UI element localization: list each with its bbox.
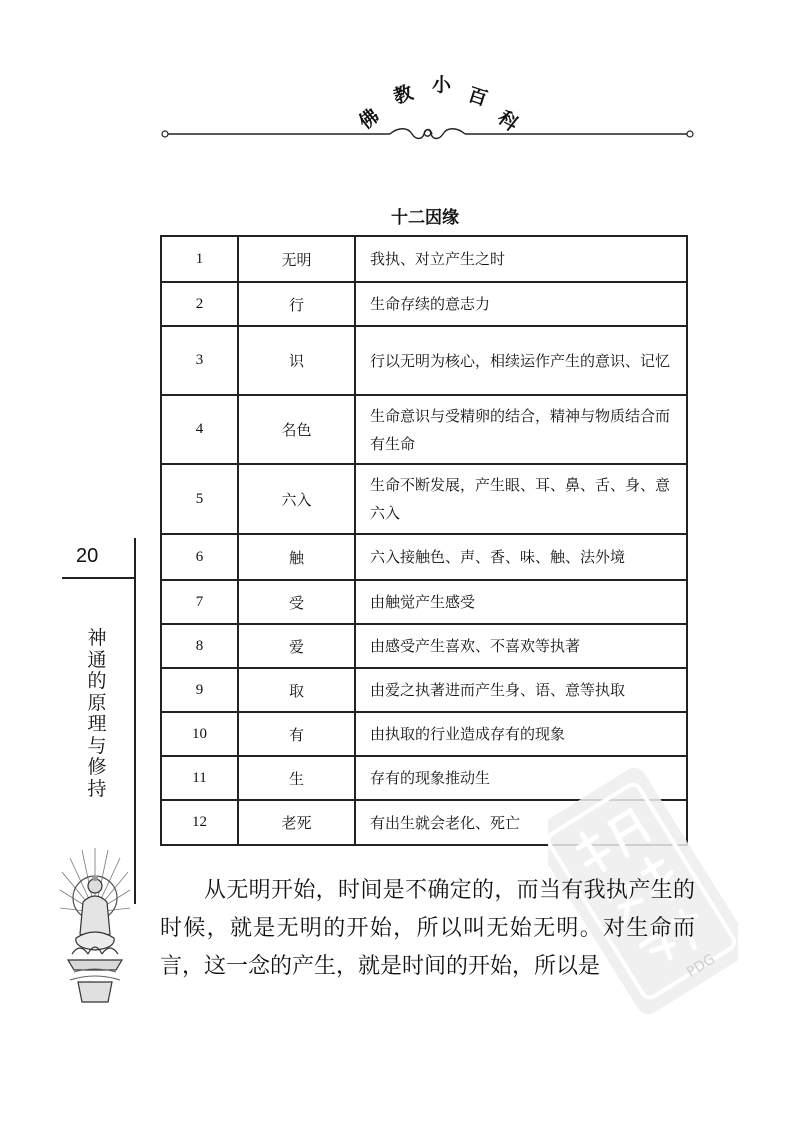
table-row — [161, 464, 687, 534]
table-row — [161, 624, 687, 668]
row-term: 生 — [238, 756, 355, 800]
row-number: 10 — [161, 712, 238, 756]
series-title — [354, 72, 526, 136]
row-term: 有 — [238, 712, 355, 756]
row-term: 取 — [238, 668, 355, 712]
row-description: 生命存续的意志力 — [355, 282, 687, 326]
row-term: 无明 — [238, 236, 355, 282]
row-term: 六入 — [238, 464, 355, 534]
series-title-char: 佛 — [354, 104, 384, 134]
row-term: 触 — [238, 534, 355, 580]
row-term: 爱 — [238, 624, 355, 668]
row-description: 行以无明为核心，相续运作产生的意识、记忆 — [355, 326, 687, 395]
row-description: 存有的现象推动生 — [355, 756, 687, 800]
row-number: 8 — [161, 624, 238, 668]
row-description: 有出生就会老化、死亡 — [355, 800, 687, 845]
row-term: 识 — [238, 326, 355, 395]
body-paragraph: 从无明开始，时间是不确定的，而当有我执产生的时候，就是无明的开始，所以叫无始无明。对生命而言，这一念的产生，就是时间的开始，所以是 — [160, 878, 695, 979]
series-title-char: 百 — [465, 83, 491, 111]
row-number: 2 — [161, 282, 238, 326]
book-title-vertical: 神通的原理与修持 — [87, 627, 107, 800]
row-term: 行 — [238, 282, 355, 326]
row-description: 生命意识与受精卵的结合，精神与物质结合而有生命 — [355, 395, 687, 464]
row-number: 4 — [161, 395, 238, 464]
header-ornament-rule — [160, 127, 695, 141]
table-row — [161, 580, 687, 624]
row-term: 老死 — [238, 800, 355, 845]
row-number: 5 — [161, 464, 238, 534]
page-number: 20 — [76, 545, 99, 567]
table-row — [161, 668, 687, 712]
row-number: 3 — [161, 326, 238, 395]
row-number: 11 — [161, 756, 238, 800]
series-title-char: 教 — [390, 81, 416, 109]
row-description: 由执取的行业造成存有的现象 — [355, 712, 687, 756]
row-description: 由触觉产生感受 — [355, 580, 687, 624]
row-term: 名色 — [238, 395, 355, 464]
row-number: 9 — [161, 668, 238, 712]
row-description: 由感受产生喜欢、不喜欢等执著 — [355, 624, 687, 668]
row-description: 我执、对立产生之时 — [355, 236, 687, 282]
row-term: 受 — [238, 580, 355, 624]
margin-vertical-rule — [134, 538, 136, 904]
table-row — [161, 282, 687, 326]
table-row — [161, 395, 687, 464]
row-description: 六入接触色、声、香、味、触、法外境 — [355, 534, 687, 580]
row-number: 7 — [161, 580, 238, 624]
watermark-label: PDG — [684, 951, 719, 981]
series-title-char: 小 — [432, 74, 452, 96]
row-description: 由爱之执著进而产生身、语、意等执取 — [355, 668, 687, 712]
margin-divider — [62, 577, 136, 579]
buddha-lotus-illustration — [58, 842, 132, 1010]
table-row — [161, 236, 687, 282]
table-row — [161, 326, 687, 395]
row-number: 6 — [161, 534, 238, 580]
row-number: 1 — [161, 236, 238, 282]
table-row — [161, 534, 687, 580]
series-title-char: 科 — [493, 106, 523, 136]
row-number: 12 — [161, 800, 238, 845]
table-title: 十二因缘 — [391, 208, 459, 228]
row-description: 生命不断发展，产生眼、耳、鼻、舌、身、意六入 — [355, 464, 687, 534]
